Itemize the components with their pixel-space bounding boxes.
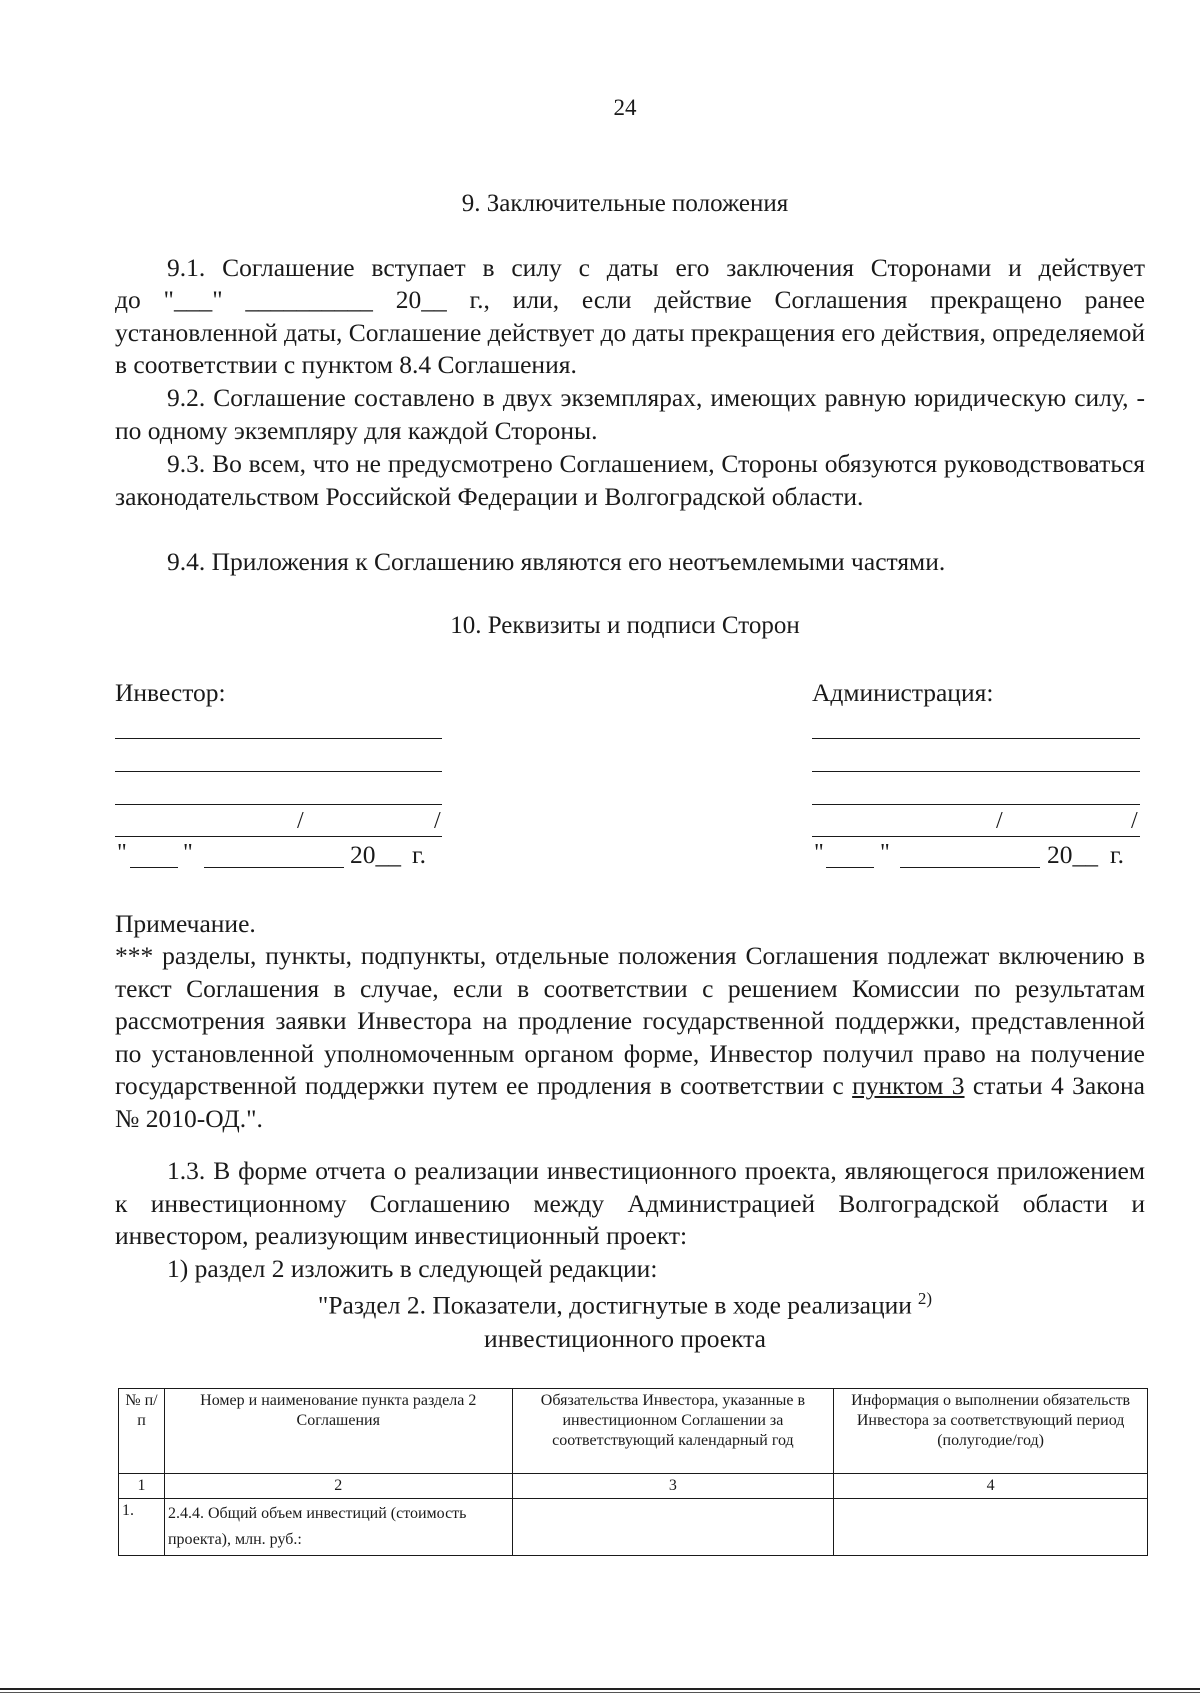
investor-slash-1: /	[297, 808, 304, 834]
investor-year-suffix: г.	[412, 840, 426, 869]
row-obligations	[512, 1499, 834, 1556]
admin-day-line	[826, 867, 874, 868]
col-number-4: 4	[834, 1474, 1148, 1499]
col-number-3: 3	[512, 1474, 834, 1499]
admin-date-quote-close: "	[880, 840, 890, 866]
administration-label: Администрация:	[812, 678, 994, 707]
investor-date-quote-open: "	[117, 840, 127, 866]
admin-line-3	[812, 804, 1140, 805]
admin-line-2	[812, 771, 1140, 772]
admin-slash-2: /	[1131, 808, 1138, 834]
indicators-table	[118, 1388, 1148, 1556]
header-item: Номер и наименование пункта раздела 2 Соглашения	[164, 1389, 512, 1474]
admin-year: 20__	[1047, 840, 1098, 869]
investor-sign-line	[115, 836, 442, 837]
note-text: *** разделы, пункты, подпункты, отдельные положения Соглашения подлежат включению в текст Соглашения в случае, если в соответствии с решением Комиссии по результатам рассмотрения заявки Инвестора на продление государственной поддержки, представленной по установленной уполномоченным органом форме, Инвестор получил право на получение государственной поддержки путем ее продления в соответствии с пунктом 3 статьи 4 Закона № 2010-ОД.".	[115, 941, 1145, 1133]
investor-year: 20__	[350, 840, 401, 869]
admin-sign-line	[812, 836, 1140, 837]
section-10-title: 10. Реквизиты и подписи Сторон	[450, 612, 800, 639]
investor-line-2	[115, 771, 442, 772]
section-2-title-line1: "Раздел 2. Показатели, достигнутые в ходе реализации $^{2)}$	[317, 1289, 933, 1320]
admin-line-1	[812, 738, 1140, 739]
section-9-title: 9. Заключительные положения	[461, 190, 789, 217]
investor-date-quote-close: "	[183, 840, 193, 866]
row-info	[834, 1499, 1148, 1556]
section-2-title-line2: инвестиционного проекта	[484, 1324, 766, 1353]
investor-line-1	[115, 738, 442, 739]
row-num: 1.	[119, 1499, 165, 1556]
header-obligations: Обязательства Инвестора, указанные в инвестиционном Соглашении за соответствующий календарный год	[512, 1389, 834, 1474]
page-number: 24	[613, 95, 637, 120]
admin-slash-1: /	[996, 808, 1003, 834]
scan-edge-line-2	[0, 1692, 1200, 1693]
investor-month-line	[204, 867, 344, 868]
clause-9-1-line1: 9.1. Соглашение вступает в силу с даты его заключения Сторонами и действует	[167, 253, 1145, 282]
col-number-2: 2	[164, 1474, 512, 1499]
law-clause-link[interactable]: пунктом 3	[852, 1071, 965, 1100]
clause-9-1-rest: до "___" __________ 20__ г., или, если действие Соглашения прекращено ранее установленной даты, Соглашение действует до даты прекращения его действия, определяемой в соответствии с пунктом 8.4 Соглашения.	[115, 285, 1145, 379]
row-item: 2.4.4. Общий объем инвестиций (стоимость проекта), млн. руб.:	[164, 1499, 512, 1556]
amendment-item-1: 1) раздел 2 изложить в следующей редакции:	[167, 1254, 658, 1283]
clause-9-3: 9.3. Во всем, что не предусмотрено Соглашением, Стороны обязуются руководствоваться законодательством Российской Федерации и Волгоградской области.	[115, 449, 1145, 511]
investor-line-3	[115, 804, 442, 805]
header-num: № п/п	[119, 1389, 165, 1474]
investor-label: Инвестор:	[115, 678, 226, 707]
scan-edge-line	[0, 1688, 1200, 1690]
note-title: Примечание.	[115, 909, 256, 938]
table-row	[119, 1499, 1148, 1556]
investor-slash-2: /	[434, 808, 441, 834]
col-number-1: 1	[119, 1474, 165, 1499]
clause-9-4: 9.4. Приложения к Соглашению являются его неотъемлемыми частями.	[167, 547, 946, 576]
amendment-1-3: 1.3. В форме отчета о реализации инвестиционного проекта, являющегося приложением к инвестиционному Соглашению между Администрацией Волгоградской области и инвестором, реализующим инвестиционный проект:	[115, 1156, 1145, 1250]
table-numbering-row	[119, 1474, 1148, 1499]
footnote-mark: 2)	[917, 1289, 933, 1308]
admin-month-line	[900, 867, 1040, 868]
admin-year-suffix: г.	[1110, 840, 1124, 869]
investor-day-line	[130, 867, 178, 868]
clause-9-2: 9.2. Соглашение составлено в двух экземплярах, имеющих равную юридическую силу, - по одному экземпляру для каждой Стороны.	[115, 383, 1145, 445]
table-header-row	[119, 1389, 1148, 1474]
header-info: Информация о выполнении обязательств Инвестора за соответствующий период (полугодие/год)	[834, 1389, 1148, 1474]
admin-date-quote-open: "	[814, 840, 824, 866]
